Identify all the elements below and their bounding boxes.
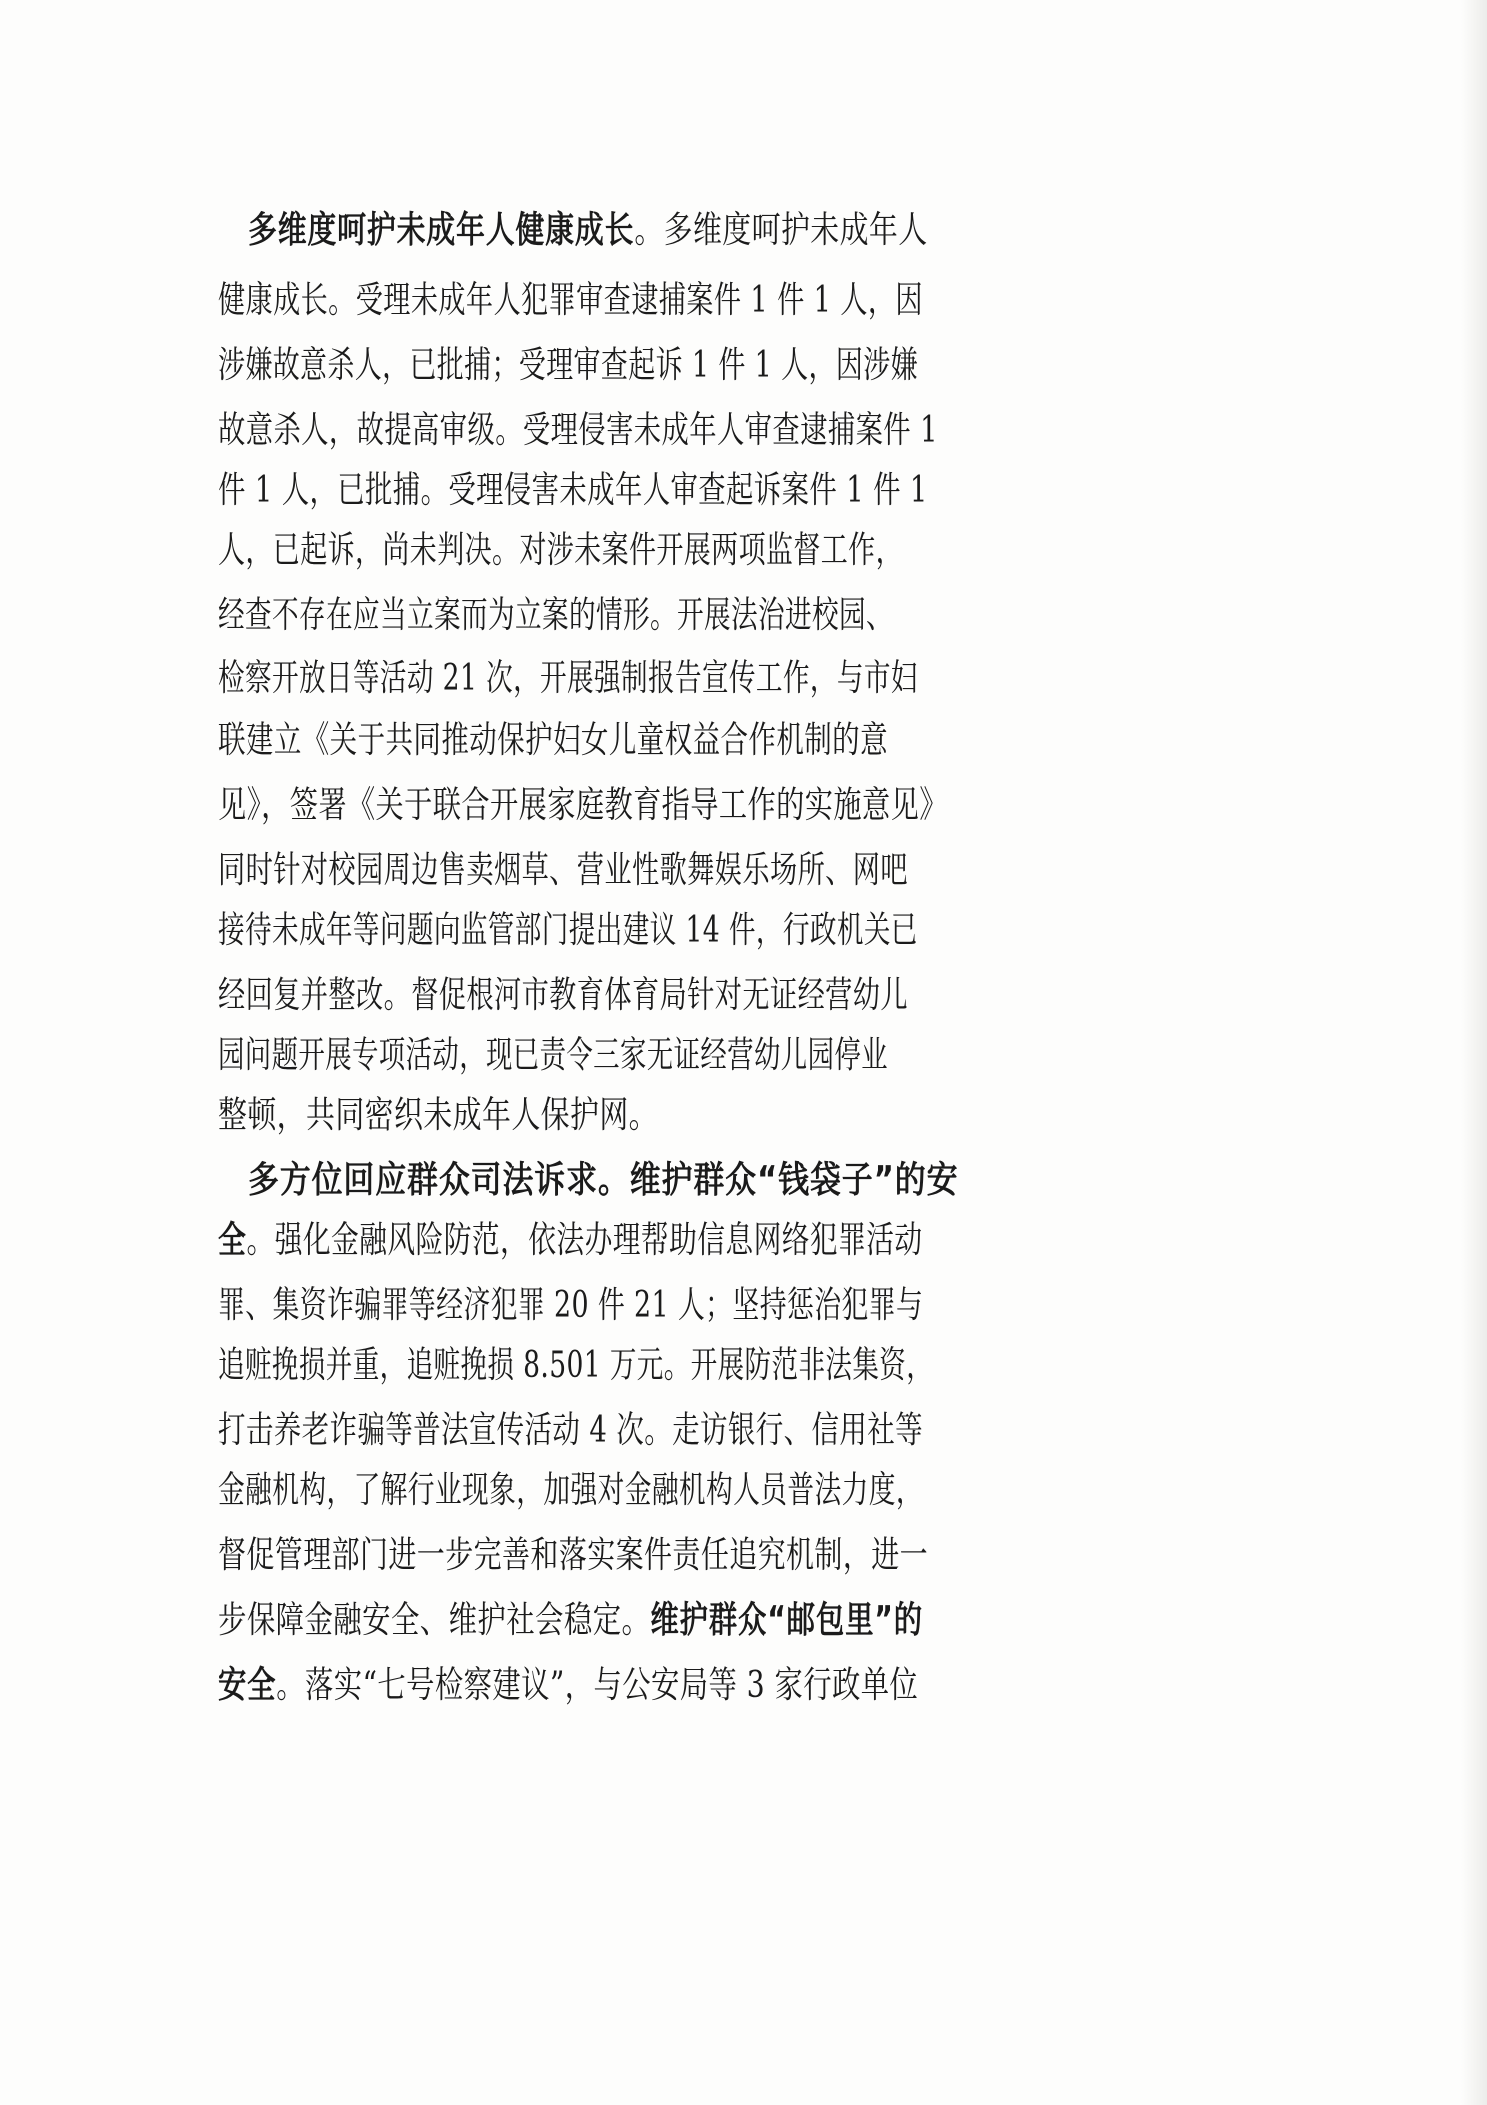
heading-segment: 安全 [218, 1663, 277, 1706]
text-segment: 件 1 人，已批捕。受理侵害未成年人审查起诉案件 1 件 1 [218, 468, 928, 511]
text-segment: 经查不存在应当立案而为立案的情形。开展法治进校园、 [218, 593, 893, 636]
text-line [218, 775, 948, 835]
text-segment: 经回复并整改。督促根河市教育体育局针对无证经营幼儿 [218, 973, 908, 1016]
text-segment: 金融机构，了解行业现象，加强对金融机构人员普法力度， [218, 1468, 923, 1511]
text-segment: 罪、集资诈骗罪等经济犯罪 20 件 21 人；坚持惩治犯罪与 [218, 1283, 924, 1326]
text-segment: 园问题开展专项活动，现已责令三家无证经营幼儿园停业 [218, 1033, 888, 1076]
text-line [218, 1275, 923, 1335]
heading-segment: 多维度呵护未成年人健康成长 [248, 208, 635, 251]
text-segment: 检察开放日等活动 21 次，开展强制报告宣传工作，与市妇 [218, 656, 918, 699]
text-line [218, 840, 908, 900]
text-segment: 。多维度呵护未成年人 [634, 208, 928, 251]
text-segment: 故意杀人，故提高审级。受理侵害未成年人审查逮捕案件 1 [218, 408, 938, 451]
scan-edge-shadow [1461, 0, 1487, 2105]
text-segment: 同时针对校园周边售卖烟草、营业性歌舞娱乐场所、网吧 [218, 848, 908, 891]
text-line [218, 710, 888, 770]
text-segment: 。强化金融风险防范，依法办理帮助信息网络犯罪活动 [246, 1218, 923, 1261]
text-segment: 。落实“七号检察建议”，与公安局等 3 家行政单位 [276, 1663, 919, 1706]
text-segment: 接待未成年等问题向监管部门提出建议 14 件，行政机关已 [218, 908, 918, 951]
text-line [218, 400, 938, 460]
text-segment: 涉嫌故意杀人，已批捕；受理审查起诉 1 件 1 人，因涉嫌 [218, 343, 918, 386]
text-line [218, 1460, 923, 1520]
heading-segment: 全 [218, 1218, 247, 1261]
text-segment: 打击养老诈骗等普法宣传活动 4 次。走访银行、信用社等 [218, 1408, 923, 1451]
text-line [218, 1400, 923, 1460]
heading-segment: 维护群众“邮包里”的 [650, 1598, 923, 1641]
text-line [218, 1210, 923, 1270]
text-line [248, 1150, 958, 1210]
text-segment: 见》，签署《关于联合开展家庭教育指导工作的实施意见》 [218, 783, 948, 826]
text-line [218, 1335, 933, 1395]
text-line [218, 1525, 928, 1585]
text-line [218, 1590, 923, 1650]
text-line [218, 1025, 888, 1085]
text-line [218, 335, 918, 395]
text-segment: 人，已起诉，尚未判决。对涉未案件开展两项监督工作， [218, 528, 903, 571]
text-segment: 步保障金融安全、维护社会稳定。 [218, 1598, 651, 1641]
text-line [218, 1085, 658, 1145]
text-line [218, 270, 923, 330]
text-line [218, 900, 918, 960]
text-line [218, 965, 908, 1025]
text-segment: 追赃挽损并重，追赃挽损 8.501 万元。开展防范非法集资， [218, 1343, 934, 1386]
text-line [218, 460, 928, 520]
text-segment: 健康成长。受理未成年人犯罪审查逮捕案件 1 件 1 人，因 [218, 278, 923, 321]
text-line [218, 1655, 918, 1715]
text-line [248, 200, 928, 260]
text-line [218, 585, 893, 645]
text-line [218, 648, 918, 708]
text-segment: 联建立《关于共同推动保护妇女儿童权益合作机制的意 [218, 718, 888, 761]
text-line [218, 520, 903, 580]
heading-segment: 多方位回应群众司法诉求。维护群众“钱袋子”的安 [248, 1158, 959, 1201]
text-segment: 整顿，共同密织未成年人保护网。 [218, 1093, 659, 1136]
text-segment: 督促管理部门进一步完善和落实案件责任追究机制，进一 [218, 1533, 929, 1576]
